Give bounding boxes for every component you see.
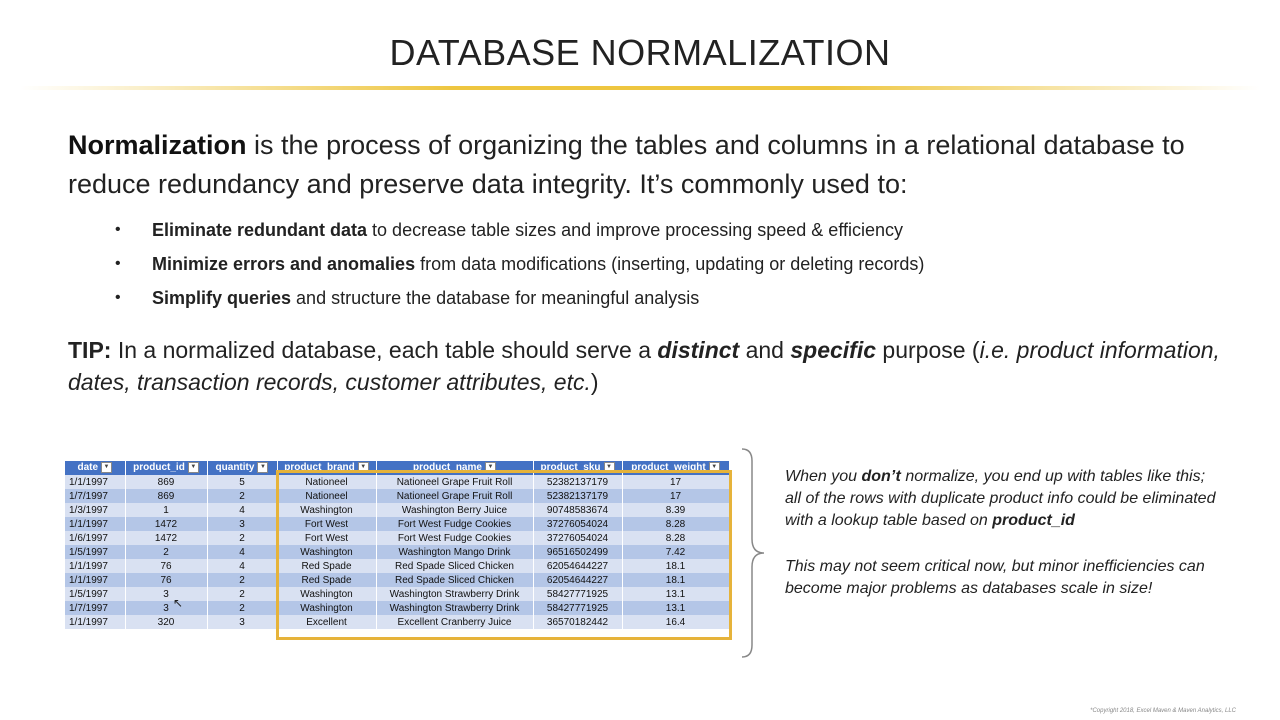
curly-brace-icon	[740, 447, 770, 659]
table-cell[interactable]: Red Spade	[277, 573, 376, 587]
sample-table	[65, 461, 730, 629]
table-cell[interactable]: 4	[207, 559, 277, 573]
table-cell[interactable]: Red Spade	[277, 559, 376, 573]
table-row	[65, 531, 729, 545]
table-cell[interactable]: 52382137179	[533, 475, 622, 489]
table-cell[interactable]: 1/5/1997	[65, 545, 125, 559]
table-cell[interactable]: Red Spade Sliced Chicken	[376, 573, 533, 587]
table-cell[interactable]: 1/5/1997	[65, 587, 125, 601]
tip-label: TIP:	[68, 337, 112, 363]
table-cell[interactable]: Washington	[277, 587, 376, 601]
table-cell[interactable]: 1/6/1997	[65, 531, 125, 545]
note-dont: don’t	[861, 468, 901, 485]
table-cell[interactable]: 52382137179	[533, 489, 622, 503]
table-cell[interactable]: 3	[125, 601, 207, 615]
filter-dropdown-icon[interactable]: ▼	[485, 462, 496, 473]
column-header-product-name[interactable]	[376, 461, 533, 475]
table-cell[interactable]: 1/1/1997	[65, 615, 125, 629]
note-normalize	[785, 466, 1225, 532]
table-cell[interactable]: 13.1	[622, 601, 729, 615]
bullet-bold: Minimize errors and anomalies	[152, 254, 416, 274]
column-header-label: date	[77, 462, 99, 474]
table-cell[interactable]: 8.39	[622, 503, 729, 517]
table-cell[interactable]: Fort West Fudge Cookies	[376, 517, 533, 531]
table-cell[interactable]: 1/3/1997	[65, 503, 125, 517]
table-cell[interactable]: 3	[207, 517, 277, 531]
tip-text: )	[590, 369, 599, 395]
table-cell[interactable]: 4	[207, 545, 277, 559]
table-cell[interactable]: Washington Strawberry Drink	[376, 587, 533, 601]
filter-dropdown-icon[interactable]: ▼	[709, 462, 720, 473]
column-header-date[interactable]	[65, 461, 125, 475]
filter-dropdown-icon[interactable]: ▼	[257, 462, 268, 473]
table-cell[interactable]: 2	[125, 545, 207, 559]
bullet-list	[115, 216, 1215, 318]
bullet-item	[115, 216, 1215, 250]
table-cell[interactable]: 4	[207, 503, 277, 517]
table-row	[65, 573, 729, 587]
table-cell[interactable]: 62054644227	[533, 573, 622, 587]
mouse-cursor-icon: ↖	[173, 596, 184, 610]
table-cell[interactable]: Fort West	[277, 531, 376, 545]
table-cell[interactable]: 2	[207, 601, 277, 615]
bullet-text: from data modifications (inserting, updating or deleting records)	[415, 254, 925, 274]
table-cell[interactable]: Nationeel	[277, 475, 376, 489]
table-row	[65, 489, 729, 503]
tip-text: purpose (	[876, 337, 980, 363]
table-cell[interactable]: 17	[622, 475, 729, 489]
column-header-label: product_weight	[631, 462, 706, 474]
table-cell[interactable]: Fort West	[277, 517, 376, 531]
table-cell[interactable]: 1/1/1997	[65, 517, 125, 531]
table-cell[interactable]: 1/1/1997	[65, 475, 125, 489]
table-cell[interactable]: Fort West Fudge Cookies	[376, 531, 533, 545]
column-header-label: product_id	[133, 462, 185, 474]
column-header-label: product_brand	[284, 462, 355, 474]
table-cell[interactable]: 58427771925	[533, 601, 622, 615]
title-divider	[20, 86, 1260, 90]
table-cell[interactable]: Washington	[277, 503, 376, 517]
column-header-label: product_sku	[540, 462, 601, 474]
table-cell[interactable]: Excellent Cranberry Juice	[376, 615, 533, 629]
table-cell[interactable]: 3	[207, 615, 277, 629]
table-cell[interactable]: 1	[125, 503, 207, 517]
data-table	[65, 461, 730, 629]
note-scale: This may not seem critical now, but minor inefficiencies can become major problems as databases scale in size!	[785, 558, 1205, 597]
table-cell[interactable]: 1/7/1997	[65, 601, 125, 615]
bullet-bold: Simplify queries	[152, 288, 292, 308]
table-cell[interactable]: Washington Strawberry Drink	[376, 601, 533, 615]
bullet-text: and structure the database for meaningful analysis	[291, 288, 700, 308]
column-header-product-weight[interactable]	[622, 461, 729, 475]
table-cell[interactable]: Red Spade Sliced Chicken	[376, 559, 533, 573]
note-text: normalize, you end up with tables like this; all of the rows with duplicate product info could be eliminated with a lookup table based on	[785, 468, 1216, 529]
table-cell[interactable]: 36570182442	[533, 615, 622, 629]
table-row	[65, 559, 729, 573]
column-header-label: product_name	[413, 462, 482, 474]
tip-specific: specific	[790, 337, 877, 363]
bullet-item	[115, 250, 1215, 284]
filter-dropdown-icon[interactable]: ▼	[188, 462, 199, 473]
table-cell[interactable]: 37276054024	[533, 531, 622, 545]
table-cell[interactable]: 1472	[125, 517, 207, 531]
note-text: When you	[785, 468, 862, 485]
table-cell[interactable]: 18.1	[622, 559, 729, 573]
slide-title: DATABASE NORMALIZATION	[389, 32, 891, 73]
bullet-bold: Eliminate redundant data	[152, 220, 368, 240]
table-row	[65, 517, 729, 531]
table-cell[interactable]: 13.1	[622, 587, 729, 601]
table-cell[interactable]: 8.28	[622, 531, 729, 545]
table-row	[65, 601, 729, 615]
table-cell[interactable]: 17	[622, 489, 729, 503]
column-header-product-id[interactable]	[125, 461, 207, 475]
intro-term: Normalization	[68, 130, 247, 160]
table-cell[interactable]: 16.4	[622, 615, 729, 629]
table-cell[interactable]: Washington	[277, 601, 376, 615]
table-cell[interactable]: Nationeel	[277, 489, 376, 503]
table-cell[interactable]: 58427771925	[533, 587, 622, 601]
intro-text: is the process of organizing the tables and columns in a relational database to reduce redundancy and preserve data integrity. It’s commonly used to:	[68, 130, 1185, 199]
table-cell[interactable]: 62054644227	[533, 559, 622, 573]
table-cell[interactable]: 76	[125, 573, 207, 587]
note-product-id: product_id	[992, 512, 1075, 529]
table-cell[interactable]: Washington Berry Juice	[376, 503, 533, 517]
table-cell[interactable]: 96516502499	[533, 545, 622, 559]
table-cell[interactable]: 1/1/1997	[65, 559, 125, 573]
column-header-quantity[interactable]	[207, 461, 277, 475]
table-cell[interactable]: 18.1	[622, 573, 729, 587]
tip-examples: i.e. product information, dates, transaction records, customer attributes, etc.	[68, 337, 1220, 395]
table-cell[interactable]: Washington Mango Drink	[376, 545, 533, 559]
tip-text: and	[739, 337, 791, 363]
table-cell[interactable]: 869	[125, 489, 207, 503]
table-row	[65, 545, 729, 559]
table-cell[interactable]: 5	[207, 475, 277, 489]
intro-paragraph	[68, 126, 1228, 204]
table-cell[interactable]: 2	[207, 531, 277, 545]
table-row	[65, 587, 729, 601]
table-cell[interactable]: 37276054024	[533, 517, 622, 531]
table-cell[interactable]: 320	[125, 615, 207, 629]
table-cell[interactable]: 76	[125, 559, 207, 573]
table-cell[interactable]: 90748583674	[533, 503, 622, 517]
table-cell[interactable]: 2	[207, 489, 277, 503]
table-cell[interactable]: 3	[125, 587, 207, 601]
table-cell[interactable]: Washington	[277, 545, 376, 559]
table-cell[interactable]: 1/1/1997	[65, 573, 125, 587]
table-cell[interactable]: 2	[207, 587, 277, 601]
column-header-label: quantity	[215, 462, 255, 474]
table-cell[interactable]: 2	[207, 573, 277, 587]
table-cell[interactable]: Excellent	[277, 615, 376, 629]
table-body	[65, 475, 729, 629]
table-cell[interactable]: 869	[125, 475, 207, 489]
bullet-item	[115, 284, 1215, 318]
column-header-product-sku[interactable]	[533, 461, 622, 475]
copyright-text: *Copyright 2018, Excel Maven & Maven Analytics, LLC	[1090, 708, 1236, 714]
table-cell[interactable]: 1472	[125, 531, 207, 545]
tip-distinct: distinct	[657, 337, 740, 363]
column-header-product-brand[interactable]	[277, 461, 376, 475]
tip-paragraph	[68, 334, 1228, 398]
filter-dropdown-icon[interactable]: ▼	[358, 462, 369, 473]
table-cell[interactable]: Nationeel Grape Fruit Roll	[376, 489, 533, 503]
table-cell[interactable]: 8.28	[622, 517, 729, 531]
table-cell[interactable]: 1/7/1997	[65, 489, 125, 503]
filter-dropdown-icon[interactable]: ▼	[604, 462, 615, 473]
table-cell[interactable]: Nationeel Grape Fruit Roll	[376, 475, 533, 489]
table-cell[interactable]: 7.42	[622, 545, 729, 559]
table-row	[65, 615, 729, 629]
table-header-row	[65, 461, 729, 475]
table-row	[65, 475, 729, 489]
bullet-text: to decrease table sizes and improve processing speed & efficiency	[367, 220, 904, 240]
table-row	[65, 503, 729, 517]
tip-text: In a normalized database, each table should serve a	[111, 337, 658, 363]
filter-dropdown-icon[interactable]: ▼	[101, 462, 112, 473]
